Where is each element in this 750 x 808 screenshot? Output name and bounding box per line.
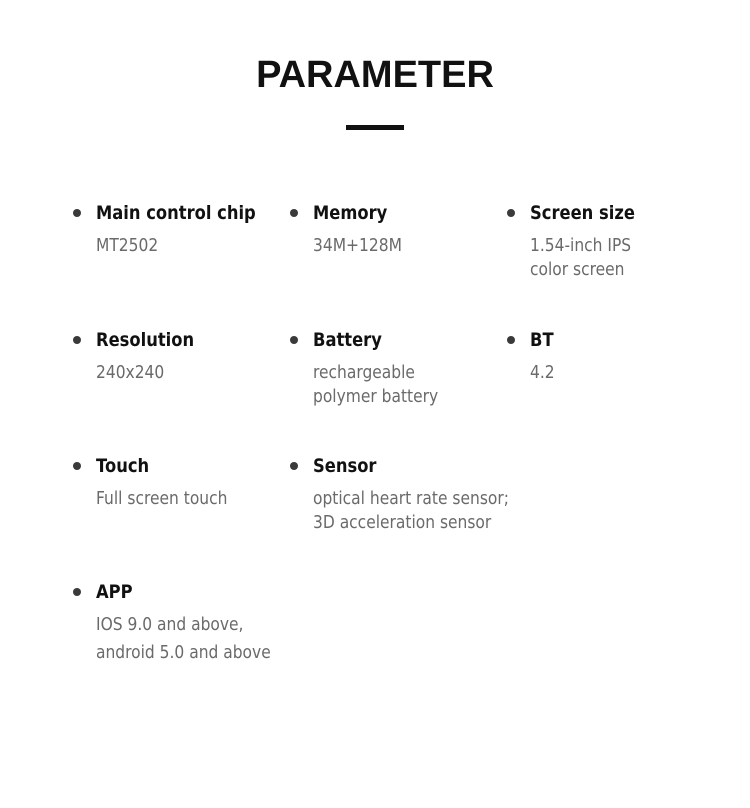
param-value-line: MT2502 (96, 235, 159, 256)
param-touch (73, 454, 288, 511)
bullet-icon (290, 209, 298, 217)
param-label: APP (96, 581, 133, 603)
param-label: Main control chip (96, 202, 256, 224)
param-value (313, 361, 511, 409)
bullet-icon (73, 209, 81, 217)
param-value (530, 234, 728, 282)
param-main-control-chip (73, 201, 288, 258)
param-bt (507, 328, 722, 385)
param-value-line: 34M+128M (313, 235, 402, 256)
param-value-line: 240x240 (96, 362, 165, 383)
param-memory (290, 201, 505, 258)
param-value (313, 234, 511, 258)
param-resolution (73, 328, 288, 385)
param-value-line: optical heart rate sensor; (313, 488, 509, 509)
param-value-line: IOS 9.0 and above, (96, 614, 244, 635)
param-value-line: 3D acceleration sensor (313, 512, 492, 533)
param-value-line: Full screen touch (96, 488, 228, 509)
bullet-icon (290, 336, 298, 344)
param-label: Battery (313, 329, 382, 351)
param-label: BT (530, 329, 554, 351)
bullet-icon (290, 462, 298, 470)
param-value-line: rechargeable (313, 362, 415, 383)
title-underline (346, 125, 404, 130)
bullet-icon (73, 462, 81, 470)
param-label: Memory (313, 202, 388, 224)
param-value (96, 234, 294, 258)
param-label: Screen size (530, 202, 635, 224)
param-value (313, 487, 511, 535)
bullet-icon (507, 209, 515, 217)
param-value (96, 487, 294, 511)
param-value (96, 361, 294, 385)
param-label: Touch (96, 455, 150, 477)
param-value-line: android 5.0 and above (96, 642, 271, 663)
param-screen-size (507, 201, 722, 282)
param-sensor (290, 454, 509, 535)
param-value-line: 1.54-inch IPS (530, 235, 632, 256)
bullet-icon (73, 588, 81, 596)
param-label: Resolution (96, 329, 195, 351)
param-battery (290, 328, 505, 409)
param-label: Sensor (313, 455, 377, 477)
param-app (73, 580, 288, 667)
bullet-icon (73, 336, 81, 344)
param-value (530, 361, 728, 385)
param-value-line: 4.2 (530, 362, 555, 383)
param-value-line: color screen (530, 259, 625, 280)
param-value-line: polymer battery (313, 386, 439, 407)
param-value (96, 611, 294, 667)
page-title: PARAMETER (256, 54, 494, 96)
bullet-icon (507, 336, 515, 344)
